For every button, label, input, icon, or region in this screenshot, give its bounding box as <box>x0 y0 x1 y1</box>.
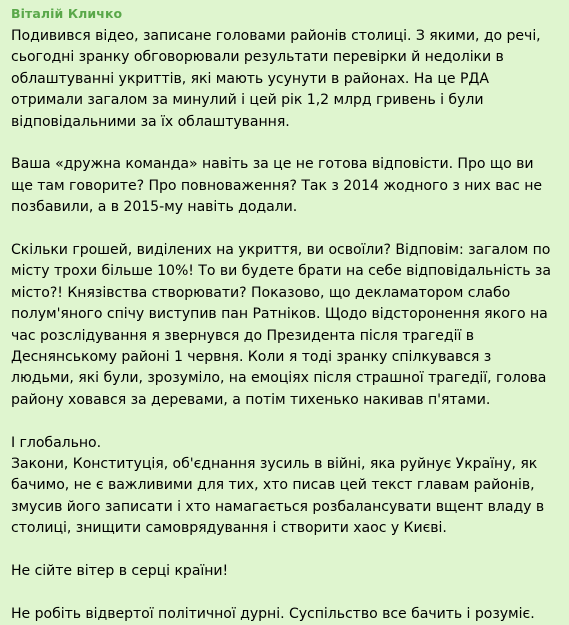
message-paragraph-6: Не робіть відвертої політичної дурні. Суспільство все бачить і розуміє. <box>11 605 535 622</box>
sender-name[interactable]: Віталій Кличко <box>11 6 123 21</box>
message-paragraph-2: Ваша «дружна команда» навіть за це не готова відповісти. Про що ви ще там говорите? Про повноваження? Так з 2014 жодного з них вас не позбавили, а в 2015-му навіть додали. <box>11 156 542 216</box>
message-paragraph-5: Не сійте вітер в серці країни! <box>11 563 229 580</box>
message-text <box>11 26 557 625</box>
message-paragraph-1: Подивився відео, записане головами районів столиці. З якими, до речі, сьогодні зранку обговорювали результати перевірки й недоліки в облаштуванні укриттів, які мають усунути в районах. На це РДА отримали загалом за минулий і цей рік 1,2 млрд гривень і були відповідальними за їх облаштування. <box>11 28 541 130</box>
message-paragraph-3: Скільки грошей, виділених на укриття, ви освоїли? Відповім: загалом по місту трохи більше 10%! То ви будете брати на себе відповідальність за місто?! Князівства створювати? Показово, що декламатором слабо полум'яного спічу виступив пан Ратніков. Щодо відсторонення якого на час розслідування я звернувся до Президента після трагедії в Деснянському районі 1 червня. Коли я тоді зранку спілкувався з людьми, які були, зрозуміло, на емоціях після страшної трагедії, голова району ховався за деревами, а потім тихенько накивав п'ятами. <box>11 242 551 408</box>
message-paragraph-4: І глобально. Закони, Конституція, об'єднання зусиль в війні, яка руйнує Україну, як бачимо, не є важливими для тих, хто писав цей текст главам районів, змусив його записати і хто намагається розбалансувати вщент владу в столиці, знищити самоврядування і створити хаос у Києві. <box>11 434 545 537</box>
